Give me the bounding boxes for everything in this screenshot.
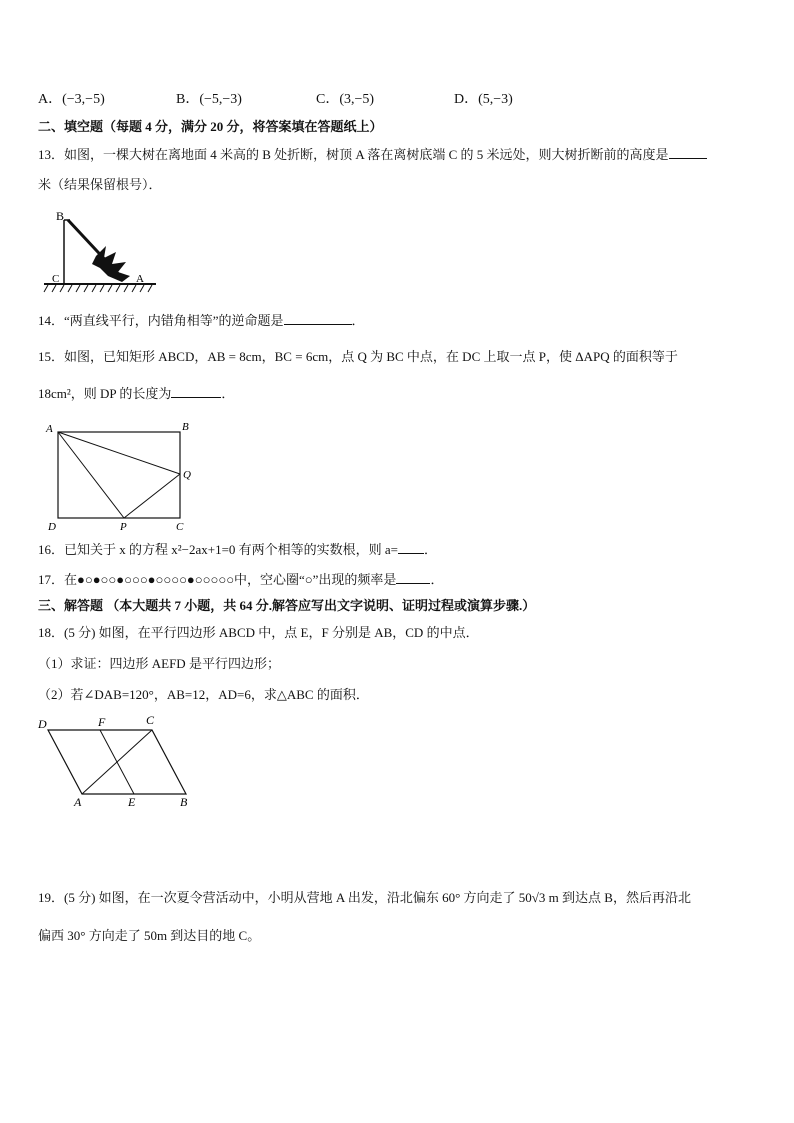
label-d: D [38,717,47,731]
question-18: 18．(5 分) 如图，在平行四边形 ABCD 中，点 E，F 分别是 AB，CD 的中点． [38,625,479,640]
punctuation: ． [430,572,444,587]
label-a: A [74,795,82,809]
option-a [38,88,105,108]
label-c: C [146,713,155,727]
label-c: C [52,273,60,285]
punctuation: ． [424,542,438,557]
question-18-part2: （2）若∠DAB=120°，AB=12，AD=6，求△ABC 的面积． [38,687,369,702]
answer-blank [284,312,352,325]
label-b: B [180,795,188,809]
label-d: D [48,521,56,532]
segment-aq [58,432,180,474]
question-13-line2: 米（结果保留根号）． [38,177,162,192]
question-16-text: 16．已知关于 x 的方程 x²−2ax+1=0 有两个相等的实数根，则 a= [38,542,399,557]
answer-blank [669,146,707,159]
question-13 [38,146,707,164]
question-15-line2 [38,385,234,403]
question-15: 15．如图，已知矩形 ABCD，AB = 8cm，BC = 6cm，点 Q 为 BC 中点，在 DC 上取一点 P，使 ΔAPQ 的面积等于 [38,349,678,364]
question-14-text: 14．“两直线平行，内错角相等”的逆命题是 [38,313,284,328]
answer-blank [171,385,221,398]
question-19-line2: 偏西 30° 方向走了 50m 到达目的地 C。 [38,928,261,943]
option-b [176,88,242,108]
option-value: (3,−5) [339,92,375,107]
option-letter: B． [176,92,200,107]
question-18-part1: （1）求证：四边形 AEFD 是平行四边形； [38,656,280,671]
section-heading-fill-in: 二、填空题（每题 4 分，满分 20 分，将答案填在答题纸上） [38,119,383,134]
label-e: E [128,795,136,809]
punctuation: ． [351,313,365,328]
option-c [316,88,374,108]
label-q: Q [183,469,191,481]
punctuation: ． [221,386,235,401]
option-value: (−3,−5) [62,92,105,107]
option-value: (−5,−3) [199,92,242,107]
question-17-text: 17．在●○●○○●○○○●○○○○●○○○○○中，空心圈“○”出现的频率是 [38,572,397,587]
question-17 [38,571,443,589]
label-c: C [176,521,184,532]
question-15-text: 18cm²，则 DP 的长度为 [38,386,172,401]
answer-blank [396,571,430,584]
parallelogram-figure [34,710,204,810]
label-p: P [120,521,127,532]
segment-ac [82,730,152,794]
option-letter: C． [316,92,340,107]
question-14 [38,312,365,330]
ground-hatch [44,285,152,292]
tree-figure [38,206,168,296]
section-heading-solve: 三、解答题 （本大题共 7 小题，共 64 分.解答应写出文字说明、证明过程或演算步骤.） [38,598,536,613]
rectangle-abcd [58,432,180,518]
label-b: B [56,209,65,223]
segment-ap [58,432,124,518]
option-value: (5,−3) [478,92,513,107]
option-letter: D． [454,92,479,107]
option-d [454,88,513,108]
question-13-text: 13．如图，一棵大树在离地面 4 米高的 B 处折断，树顶 A 落在离树底端 C 的 5 米远处，则大树折断前的高度是 [38,147,669,162]
label-a: A [136,273,144,285]
label-f: F [98,715,106,729]
segment-pq [124,474,180,518]
rectangle-figure [44,420,204,532]
question-19: 19．(5 分) 如图，在一次夏令营活动中，小明从营地 A 出发，沿北偏东 60° 方向走了 50√3 m 到达点 B，然后再沿北 [38,890,691,905]
option-letter: A． [38,92,63,107]
question-16 [38,541,437,559]
answer-blank [398,541,424,554]
label-b: B [182,421,189,433]
label-a: A [46,423,53,435]
